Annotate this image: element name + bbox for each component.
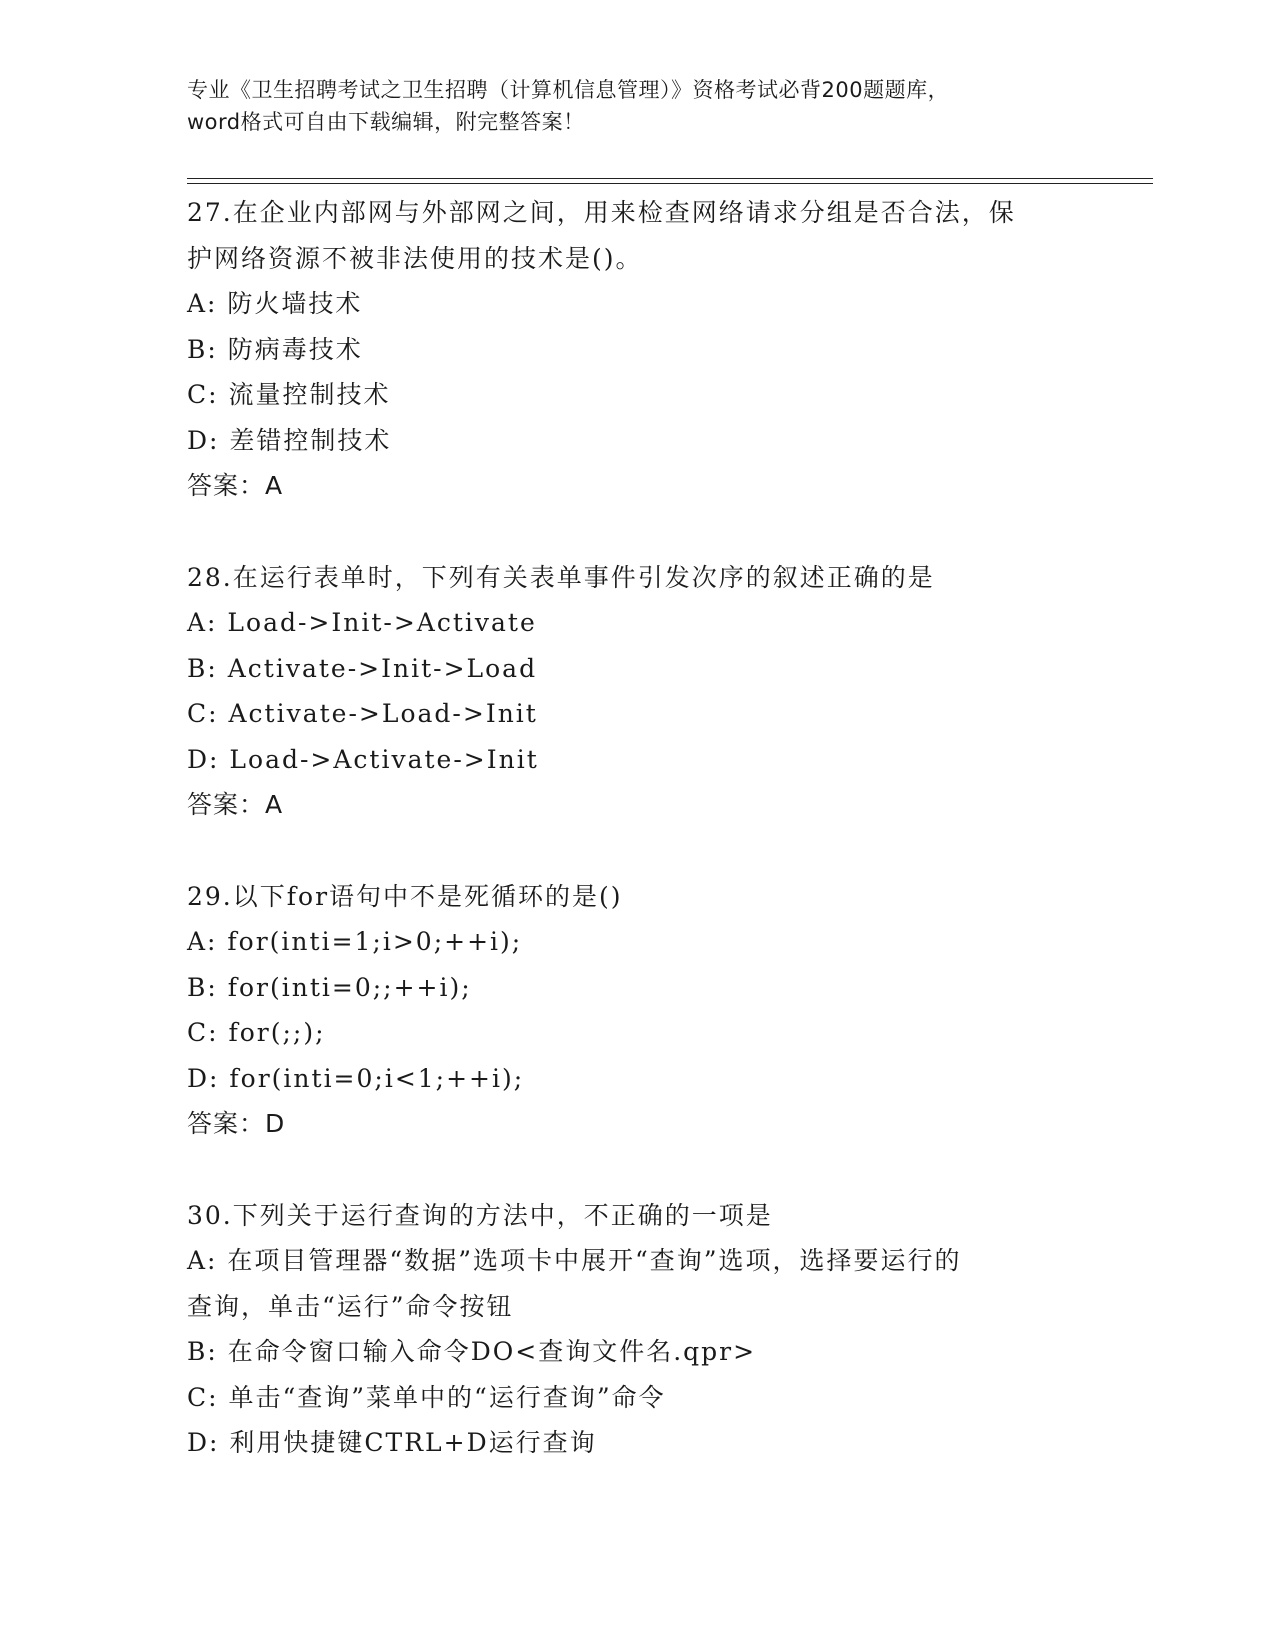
option-d: D: for(inti=0;i<1;++i); bbox=[187, 1063, 525, 1093]
option-c: C: 流量控制技术 bbox=[187, 380, 391, 409]
question-stem-line: 29.以下for语句中不是死循环的是() bbox=[187, 881, 623, 911]
option-d: D: 差错控制技术 bbox=[187, 425, 392, 455]
option-a: A: for(inti=1;i>0;++i); bbox=[187, 927, 523, 956]
option-c: C: Activate->Load->Init bbox=[187, 699, 538, 728]
document-header bbox=[187, 74, 1087, 138]
question-30 bbox=[187, 1193, 1087, 1466]
question-stem-line: 30.下列关于运行查询的方法中，不正确的一项是 bbox=[187, 1200, 773, 1230]
question-28 bbox=[187, 555, 1087, 828]
header-divider-top bbox=[187, 178, 1153, 179]
option-a: A: 在项目管理器“数据”选项卡中展开“查询”选项，选择要运行的 bbox=[187, 1246, 962, 1275]
option-b: B: 在命令窗口输入命令DO<查询文件名.qpr> bbox=[187, 1337, 757, 1366]
option-a: A: 防火墙技术 bbox=[187, 289, 363, 318]
question-27 bbox=[187, 190, 1087, 509]
answer-line: 答案：D bbox=[187, 1109, 286, 1138]
option-c: C: for(;;); bbox=[187, 1018, 326, 1047]
option-d: D: Load->Activate->Init bbox=[187, 744, 539, 774]
header-line-1: 专业《卫生招聘考试之卫生招聘（计算机信息管理）》资格考试必背200题题库， bbox=[187, 78, 950, 102]
option-b: B: 防病毒技术 bbox=[187, 334, 363, 364]
option-b: B: Activate->Init->Load bbox=[187, 653, 538, 683]
question-list bbox=[187, 190, 1087, 1512]
answer-line: 答案：A bbox=[187, 471, 284, 500]
question-29 bbox=[187, 874, 1087, 1147]
option-a: A: Load->Init->Activate bbox=[187, 608, 537, 637]
question-stem-line: 27.在企业内部网与外部网之间，用来检查网络请求分组是否合法，保 bbox=[187, 198, 1016, 227]
header-divider-bottom bbox=[187, 183, 1153, 184]
answer-line: 答案：A bbox=[187, 790, 284, 819]
question-stem-line: 28.在运行表单时，下列有关表单事件引发次序的叙述正确的是 bbox=[187, 562, 935, 592]
option-b: B: for(inti=0;;++i); bbox=[187, 972, 472, 1002]
option-a-continued: 查询，单击“运行”命令按钮 bbox=[187, 1291, 514, 1321]
option-c: C: 单击“查询”菜单中的“运行查询”命令 bbox=[187, 1382, 666, 1412]
option-d: D: 利用快捷键CTRL+D运行查询 bbox=[187, 1428, 597, 1457]
question-stem-line: 护网络资源不被非法使用的技术是()。 bbox=[187, 243, 643, 273]
header-line-2: word格式可自由下载编辑，附完整答案！ bbox=[187, 110, 585, 134]
